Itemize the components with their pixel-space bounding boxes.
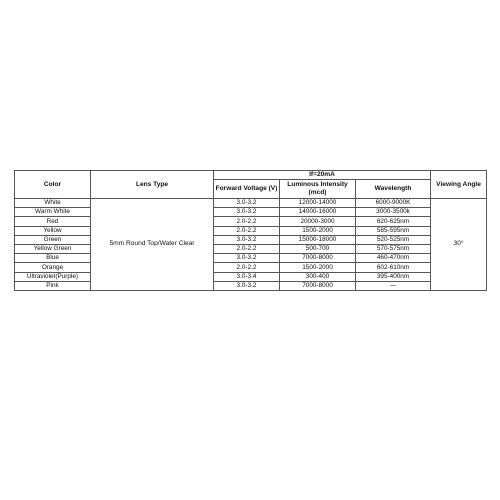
cell-forward-voltage: 2.0-2.2 [214,244,280,253]
table-row [15,235,487,244]
cell-wavelength: 570-575nm [356,244,431,253]
cell-luminous-intensity: 1500-2000 [280,226,356,235]
cell-forward-voltage: 3.0-3.4 [214,272,280,281]
cell-luminous-intensity: 7000-8000 [280,281,356,290]
table-body [15,199,487,291]
cell-color: Blue [15,254,91,263]
cell-luminous-intensity: 20000-3000 [280,217,356,226]
cell-forward-voltage: 3.0-3.2 [214,199,280,208]
header-forward-voltage: Forward Voltage (V) [214,180,280,199]
cell-color: White [15,199,91,208]
cell-luminous-intensity: 12000-14000 [280,199,356,208]
table-row [15,199,487,208]
cell-viewing-angle: 30° [431,199,487,291]
led-spec-table [14,170,487,291]
cell-wavelength: — [356,281,431,290]
table-row [15,281,487,290]
cell-forward-voltage: 3.0-3.2 [214,254,280,263]
cell-wavelength: 6000-9000K [356,199,431,208]
header-viewing-angle: Viewing Angle [431,171,487,199]
header-color: Color [15,171,91,199]
cell-luminous-intensity: 14000-16000 [280,208,356,217]
table-row [15,244,487,253]
cell-wavelength: 460-470nm [356,254,431,263]
cell-luminous-intensity: 1500-2000 [280,263,356,272]
header-if-20ma: If=20mA [214,171,431,180]
table-row [15,208,487,217]
cell-luminous-intensity: 300-400 [280,272,356,281]
header-lens-type: Lens Type [91,171,214,199]
cell-luminous-intensity: 15000-18000 [280,235,356,244]
cell-luminous-intensity: 500-700 [280,244,356,253]
table-row [15,254,487,263]
table-row [15,226,487,235]
cell-forward-voltage: 3.0-3.2 [214,281,280,290]
cell-color: Pink [15,281,91,290]
cell-color: Yellow Green [15,244,91,253]
cell-forward-voltage: 3.0-3.2 [214,208,280,217]
cell-color: Warm White [15,208,91,217]
table-row [15,263,487,272]
table-row [15,272,487,281]
cell-forward-voltage: 2.0-2.2 [214,217,280,226]
table-row [15,217,487,226]
cell-forward-voltage: 2.0-2.2 [214,263,280,272]
cell-color: Orange [15,263,91,272]
cell-wavelength: 395-400nm [356,272,431,281]
cell-forward-voltage: 3.0-3.2 [214,235,280,244]
cell-color: Ultraviolet(Purple) [15,272,91,281]
cell-wavelength: 3000-3500k [356,208,431,217]
cell-color: Yellow [15,226,91,235]
cell-color: Red [15,217,91,226]
cell-lens-type: 5mm Round Top/Water Clear [91,199,214,291]
cell-luminous-intensity: 7000-8000 [280,254,356,263]
header-wavelength: Wavelength [356,180,431,199]
header-luminous-intensity: Luminous Intensity (mcd) [280,180,356,199]
cell-wavelength: 620-625nm [356,217,431,226]
cell-wavelength: 520-525nm [356,235,431,244]
cell-wavelength: 602-610nm [356,263,431,272]
cell-color: Green [15,235,91,244]
cell-forward-voltage: 2.0-2.2 [214,226,280,235]
cell-wavelength: 585-595nm [356,226,431,235]
